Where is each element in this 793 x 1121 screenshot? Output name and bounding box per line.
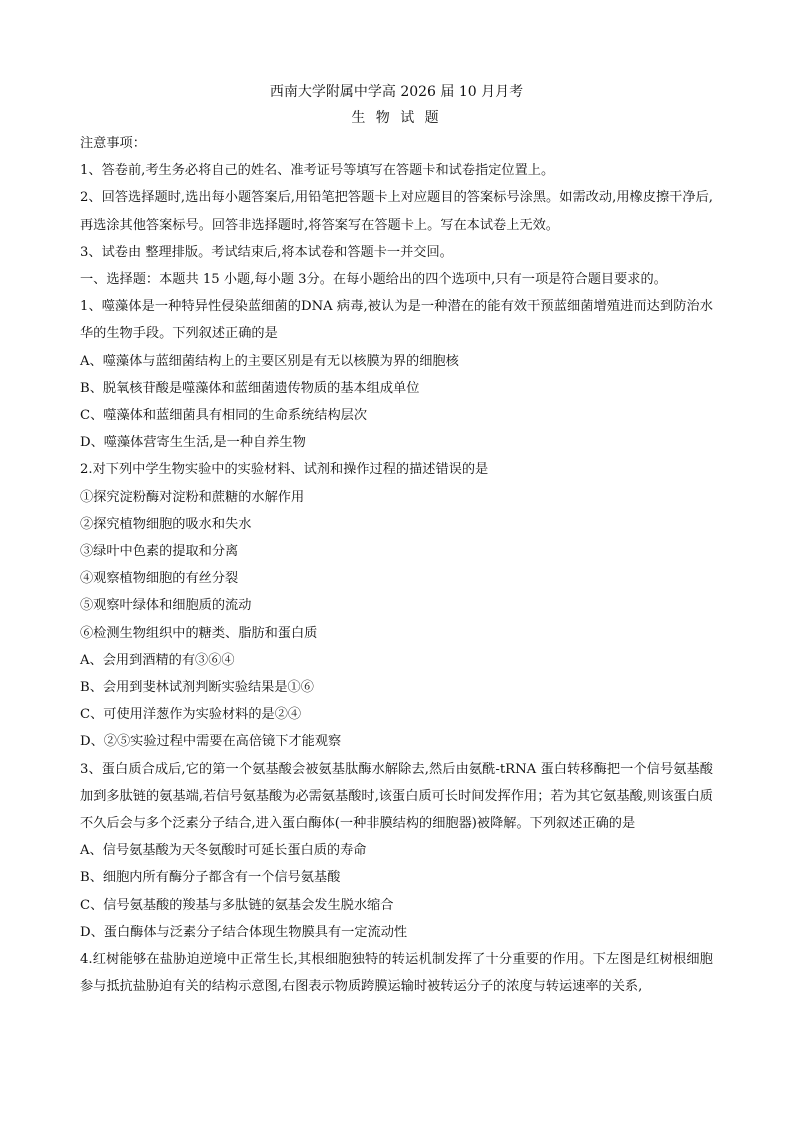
question-2-option-c: C、可使用洋葱作为实验材料的是②④: [80, 707, 302, 723]
question-1-option-d: D、噬藻体营寄生生活,是一种自养生物: [80, 435, 306, 451]
question-3-stem: 3、蛋白质合成后,它的第一个氨基酸会被氨基肽酶水解除去,然后由氨酰-tRNA 蛋白转移酶把一个信号氨基酸加到多肽链的氨基端,若信号氨基酸为必需氨基酸时,该蛋白质可长时间发挥作用；若为其它氨基酸,则该蛋白质不久后会与多个泛素分子结合,进入蛋白酶体(一种非膜结构的细胞器)被降解。下列叙述正确的是: [80, 761, 713, 832]
question-2-stem: 2.对下列中学生物实验中的实验材料、试剂和操作过程的描述错误的是: [80, 462, 489, 478]
question-3-option-d: D、蛋白酶体与泛素分子结合体现生物膜具有一定流动性: [80, 924, 408, 940]
note-item-1: 1、答卷前,考生务必将自己的姓名、准考证号等填写在答题卡和试卷指定位置上。: [80, 163, 555, 179]
exam-title: 西南大学附属中学高 2026 届 10 月月考: [269, 84, 524, 100]
note-item-2: 2、回答选择题时,选出每小题答案后,用铅笔把答题卡上对应题目的答案标号涂黑。如需改动,用橡皮擦干净后,再选涂其他答案标号。回答非选择题时,将答案写在答题卡上。写在本试卷上无效。: [80, 190, 713, 233]
question-1-option-a: A、噬藻体与蓝细菌结构上的主要区别是有无以核膜为界的细胞核: [80, 353, 459, 369]
notes-heading: 注意事项：: [80, 136, 146, 151]
question-3-option-a: A、信号氨基酸为天冬氨酸时可延长蛋白质的寿命: [80, 843, 367, 859]
section-heading: 一、选择题：本题共 15 小题,每小题 3分。在每小题给出的四个选项中,只有一项是符合题目要求的。: [80, 272, 667, 288]
question-1-option-c: C、噬藻体和蓝细菌具有相同的生命系统结构层次: [80, 408, 368, 424]
question-2-item-6: ⑥检测生物组织中的糖类、脂肪和蛋白质: [80, 625, 318, 641]
question-2-item-4: ④观察植物细胞的有丝分裂: [80, 571, 239, 587]
question-2-option-b: B、会用到斐林试剂判断实验结果是①⑥: [80, 680, 314, 696]
question-2-item-5: ⑤观察叶绿体和细胞质的流动: [80, 598, 252, 614]
question-4-stem: 4.红树能够在盐胁迫逆境中正常生长,其根细胞独特的转运机制发挥了十分重要的作用。下左图是红树根细胞参与抵抗盐胁迫有关的结构示意图,右图表示物质跨膜运输时被转运分子的浓度与转运速率的关系,: [80, 952, 713, 995]
exam-subject: 生 物 试 题: [351, 110, 442, 126]
question-1-stem: 1、噬藻体是一种特异性侵染蓝细菌的DNA 病毒,被认为是一种潜在的能有效干预蓝细菌增殖进而达到防治水华的生物手段。下列叙述正确的是: [80, 299, 713, 342]
question-1-option-b: B、脱氧核苷酸是噬藻体和蓝细菌遗传物质的基本组成单位: [80, 380, 420, 396]
question-3-option-c: C、信号氨基酸的羧基与多肽链的氨基会发生脱水缩合: [80, 897, 394, 913]
question-2-option-a: A、会用到酒精的有③⑥④: [80, 652, 235, 668]
question-2-item-3: ③绿叶中色素的提取和分离: [80, 544, 239, 560]
question-3-option-b: B、细胞内所有酶分子都含有一个信号氨基酸: [80, 870, 341, 886]
question-2-item-2: ②探究植物细胞的吸水和失水: [80, 516, 252, 532]
question-2-option-d: D、②⑤实验过程中需要在高倍镜下才能观察: [80, 734, 342, 750]
note-item-3: 3、试卷由 整理排版。考试结束后,将本试卷和答题卡一并交回。: [80, 244, 453, 260]
question-2-item-1: ①探究淀粉酶对淀粉和蔗糖的水解作用: [80, 489, 305, 505]
